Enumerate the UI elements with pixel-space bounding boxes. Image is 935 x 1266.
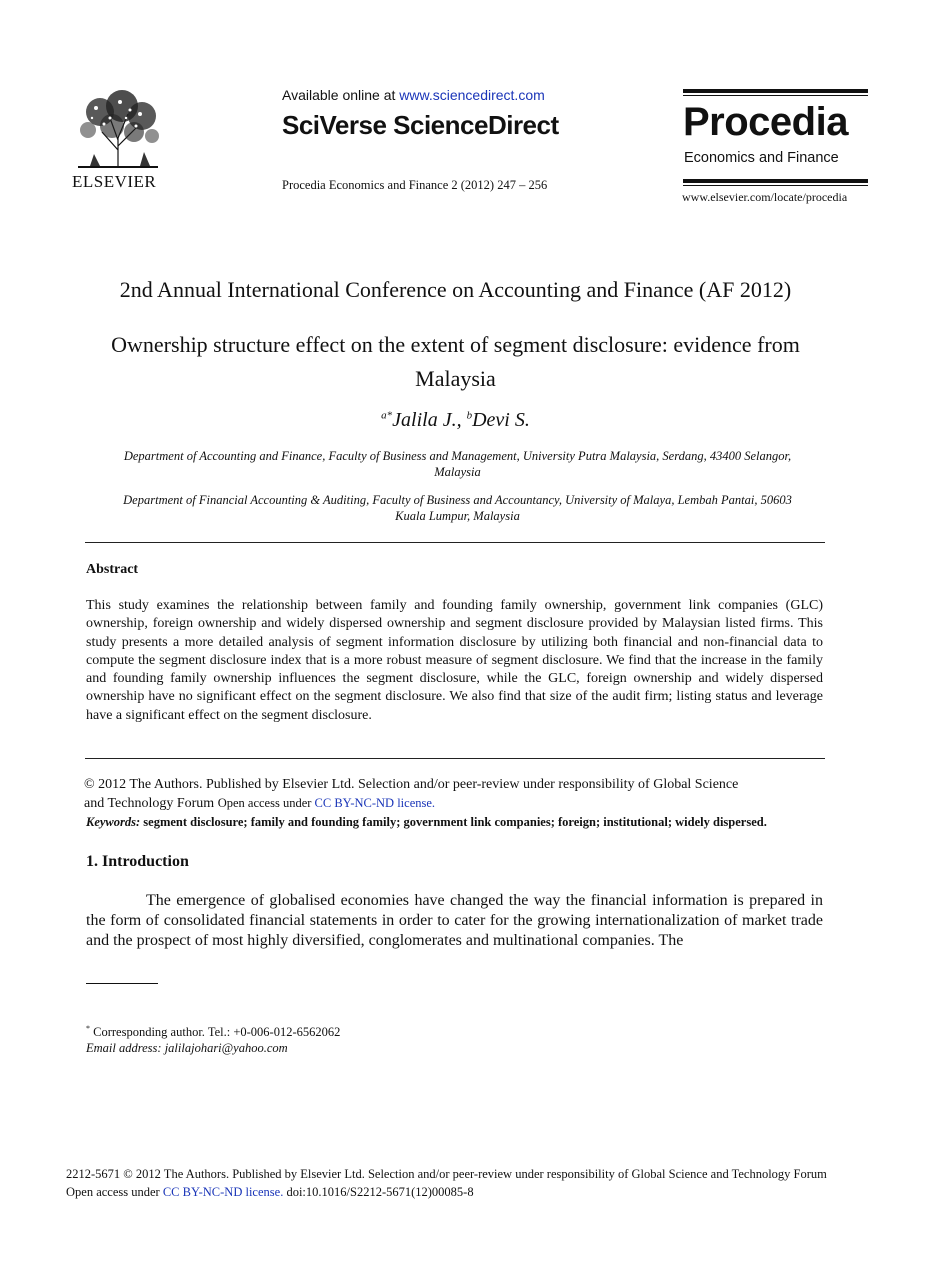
- procedia-rule-bottom: [683, 179, 868, 183]
- author-a-superscript: a*: [381, 409, 393, 422]
- introduction-heading: 1. Introduction: [86, 853, 189, 870]
- license-link[interactable]: CC BY-NC-ND license.: [314, 796, 436, 810]
- footer-open-access: Open access under: [66, 1185, 163, 1199]
- procedia-subtitle: Economics and Finance: [684, 150, 839, 166]
- keywords-label: Keywords:: [86, 815, 141, 829]
- affiliation-b: [0, 492, 925, 524]
- copyright-line1: © 2012 The Authors. Published by Elsevier Ltd. Selection and/or peer-review under responsibility of Global Science: [84, 777, 739, 792]
- journal-citation: Procedia Economics and Finance 2 (2012) 247 – 256: [282, 178, 548, 192]
- copyright-line2: and Technology Forum: [84, 796, 215, 811]
- footnote-marker: *: [86, 1024, 90, 1033]
- author-b: Devi S.: [472, 409, 530, 431]
- footer-issn: 2212-5671 © 2012 The Authors. Published by Elsevier Ltd. Selection and/or peer-review under responsibility of Global Science and Technology Forum: [66, 1167, 827, 1181]
- affiliation-a: [0, 448, 925, 480]
- introduction-body: The emergence of globalised economies have changed the way the financial information is prepared in the form of consolidated financial statements in order to cater for the growing internationalization of market trade and the prospect of most highly diversified, conglomerates and multinational companies. The: [86, 892, 823, 949]
- keywords-text: segment disclosure; family and founding family; government link companies; foreign; institutional; widely dispersed.: [140, 815, 767, 829]
- copyright-notice: [84, 776, 824, 813]
- footnote-corresponding: [86, 1024, 340, 1040]
- authors: [0, 409, 923, 432]
- affiliation-a-line2: Malaysia: [434, 465, 481, 479]
- procedia-rule-top-thin: [683, 95, 868, 96]
- footer-license-link[interactable]: CC BY-NC-ND license.: [162, 1185, 284, 1199]
- available-online: [282, 87, 545, 103]
- affiliation-b-line1: Department of Financial Accounting & Auditing, Faculty of Business and Accountancy, University of Malaya, Lembah Pantai, 50603: [123, 493, 792, 507]
- author-a: Jalila J.,: [392, 409, 467, 431]
- available-prefix: Available online at: [282, 87, 400, 103]
- procedia-rule-bottom-thin: [683, 185, 868, 186]
- footer-doi: doi:10.1016/S2212-5671(12)00085-8: [283, 1185, 474, 1199]
- sciverse-logo: SciVerse ScienceDirect: [282, 110, 559, 140]
- paper-title: [0, 328, 923, 396]
- affiliation-a-line1: Department of Accounting and Finance, Faculty of Business and Management, University Putra Malaysia, Serdang, 43400 Selangor,: [123, 449, 792, 463]
- footnote-line1: Corresponding author. Tel.: +0-006-012-6562062: [90, 1025, 341, 1040]
- procedia-rule-top: [683, 89, 868, 93]
- elsevier-wordmark: ELSEVIER: [72, 172, 157, 191]
- affiliation-b-line2: Kuala Lumpur, Malaysia: [395, 509, 520, 523]
- procedia-title: Procedia: [683, 100, 848, 144]
- footer-doi-line: [66, 1185, 474, 1200]
- paper-title-line2: Malaysia: [415, 366, 496, 391]
- abstract-heading: Abstract: [86, 562, 139, 577]
- conference-name: 2nd Annual International Conference on Accounting and Finance (AF 2012): [119, 277, 792, 302]
- author-b-superscript: b: [466, 409, 473, 422]
- footnote-email: Email address: jalilajohari@yahoo.com: [86, 1041, 288, 1055]
- abstract-body: This study examines the relationship between family and founding family ownership, government link companies (GLC) ownership, foreign ownership and widely dispersed ownership and segment disclosure provided by Malaysian listed firms. This study presents a more detailed analysis of segment information disclosure by utilizing both financial and non-financial data to compute the segment disclosure index that is a more robust measure of segment disclosure. We find that the increase in the family and founding family ownership influences the segment disclosure, while the GLC, foreign ownership and widely dispersed ownership have no significant effect on the segment disclosure. We also find that size of the audit firm; listing status and leverage have a significant effect on the segment disclosure.: [86, 598, 823, 723]
- procedia-url[interactable]: www.elsevier.com/locate/procedia: [682, 190, 848, 204]
- sciencedirect-link[interactable]: www.sciencedirect.com: [399, 87, 545, 103]
- divider-bottom: [85, 758, 825, 759]
- paper-title-line1: Ownership structure effect on the extent of segment disclosure: evidence from: [111, 332, 800, 357]
- open-access-label: Open access under: [217, 796, 315, 810]
- divider-top: [85, 542, 825, 543]
- footnote-rule: [86, 983, 158, 984]
- keywords: [86, 815, 767, 830]
